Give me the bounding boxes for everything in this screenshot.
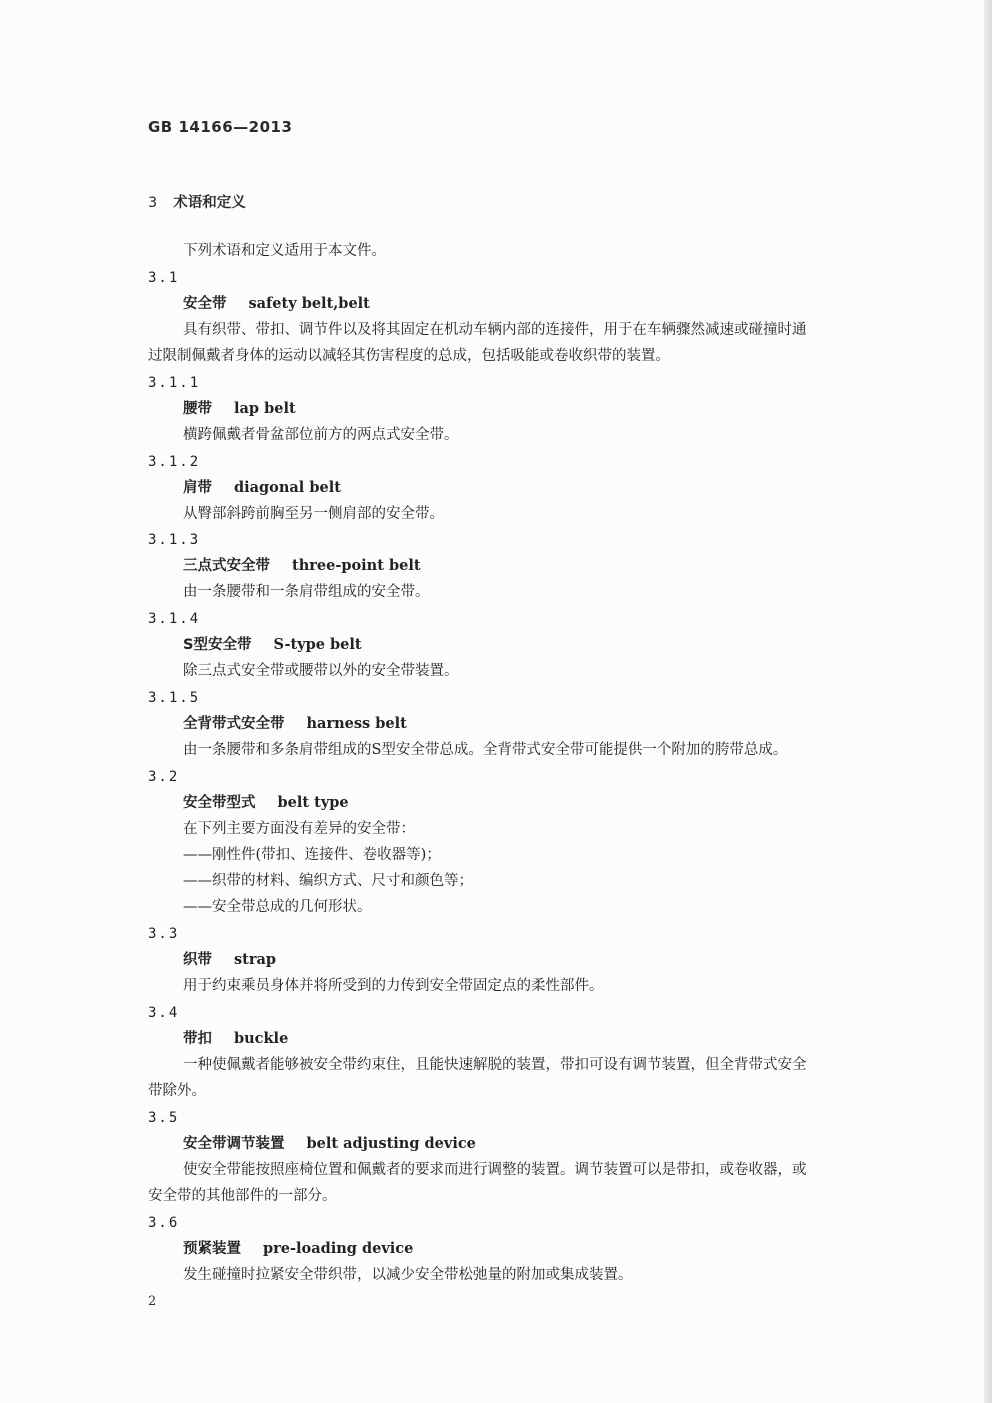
clause-number: 3.1.2 — [148, 454, 201, 470]
clause-number: 3.1 — [148, 270, 180, 286]
term-zh: 安全带型式 — [183, 795, 256, 811]
term-zh: S型安全带 — [183, 637, 252, 653]
term-heading — [183, 635, 362, 655]
list-item: ——刚性件(带扣、连接件、卷收器等)； — [183, 847, 441, 863]
term-zh: 三点式安全带 — [183, 558, 270, 574]
term-heading — [183, 399, 296, 419]
definition-line: 在下列主要方面没有差异的安全带： — [183, 821, 415, 837]
definition-line: 使安全带能按照座椅位置和佩戴者的要求而进行调整的装置。调节装置可以是带扣，或卷收器，或 — [183, 1162, 807, 1178]
clause-number: 3.3 — [148, 926, 180, 942]
definition-line: 由一条腰带和一条肩带组成的安全带。 — [183, 584, 430, 600]
definition-line: 具有织带、带扣、调节件以及将其固定在机动车辆内部的连接件，用于在车辆骤然减速或碰撞时通 — [183, 322, 807, 338]
term-zh: 织带 — [183, 952, 212, 968]
term-zh: 肩带 — [183, 480, 212, 496]
clause-number: 3.2 — [148, 769, 180, 785]
term-zh: 安全带 — [183, 296, 227, 312]
term-zh: 腰带 — [183, 401, 212, 417]
definition-line: 由一条腰带和多条肩带组成的S型安全带总成。全背带式安全带可能提供一个附加的胯带总成。 — [183, 742, 788, 758]
term-en: strap — [234, 951, 277, 968]
term-en: harness belt — [306, 715, 407, 732]
clause-number: 3.1.5 — [148, 690, 201, 706]
term-heading — [183, 1134, 476, 1154]
definition-line: 带除外。 — [148, 1083, 206, 1099]
term-zh: 安全带调节装置 — [183, 1136, 285, 1152]
term-zh: 全背带式安全带 — [183, 716, 285, 732]
clause-number: 3.4 — [148, 1005, 180, 1021]
list-item: ——安全带总成的几何形状。 — [183, 899, 372, 915]
term-heading — [183, 950, 276, 970]
term-heading — [183, 556, 421, 576]
term-heading — [183, 294, 370, 314]
term-heading — [183, 714, 407, 734]
definition-line: 一种使佩戴者能够被安全带约束住，且能快速解脱的装置，带扣可设有调节装置，但全背带式安全 — [183, 1057, 807, 1073]
list-item: ——织带的材料、编织方式、尺寸和颜色等； — [183, 873, 473, 889]
page-number: 2 — [148, 1294, 157, 1309]
clause-number: 3.5 — [148, 1110, 180, 1126]
section-number: 3 — [148, 195, 158, 211]
definition-line: 横跨佩戴者骨盆部位前方的两点式安全带。 — [183, 427, 459, 443]
section-heading — [148, 191, 246, 212]
term-en: three-point belt — [292, 557, 421, 574]
term-en: safety belt,belt — [248, 295, 370, 312]
definition-line: 过限制佩戴者身体的运动以减轻其伤害程度的总成，包括吸能或卷收织带的装置。 — [148, 348, 670, 364]
term-en: belt adjusting device — [306, 1135, 476, 1152]
term-en: diagonal belt — [234, 479, 341, 496]
term-heading — [183, 478, 341, 498]
definition-line: 用于约束乘员身体并将所受到的力传到安全带固定点的柔性部件。 — [183, 978, 604, 994]
definition-line: 从臀部斜跨前胸至另一侧肩部的安全带。 — [183, 506, 444, 522]
term-en: pre-loading device — [263, 1240, 414, 1257]
scan-edge — [984, 0, 992, 1403]
term-heading — [183, 1239, 413, 1259]
term-en: S-type belt — [273, 636, 362, 653]
definition-line: 安全带的其他部件的一部分。 — [148, 1188, 337, 1204]
term-en: belt type — [277, 794, 349, 811]
clause-number: 3.1.4 — [148, 611, 201, 627]
term-heading — [183, 1029, 288, 1049]
clause-number: 3.6 — [148, 1215, 180, 1231]
standard-code: GB 14166—2013 — [148, 118, 293, 136]
clause-number: 3.1.1 — [148, 375, 201, 391]
section-title: 术语和定义 — [173, 195, 246, 211]
intro-text: 下列术语和定义适用于本文件。 — [183, 243, 386, 259]
definition-line: 发生碰撞时拉紧安全带织带，以减少安全带松弛量的附加或集成装置。 — [183, 1267, 633, 1283]
term-zh: 预紧装置 — [183, 1241, 241, 1257]
definition-line: 除三点式安全带或腰带以外的安全带装置。 — [183, 663, 459, 679]
term-en: lap belt — [234, 400, 296, 417]
clause-number: 3.1.3 — [148, 532, 201, 548]
term-heading — [183, 793, 349, 813]
term-en: buckle — [234, 1030, 289, 1047]
term-zh: 带扣 — [183, 1031, 212, 1047]
